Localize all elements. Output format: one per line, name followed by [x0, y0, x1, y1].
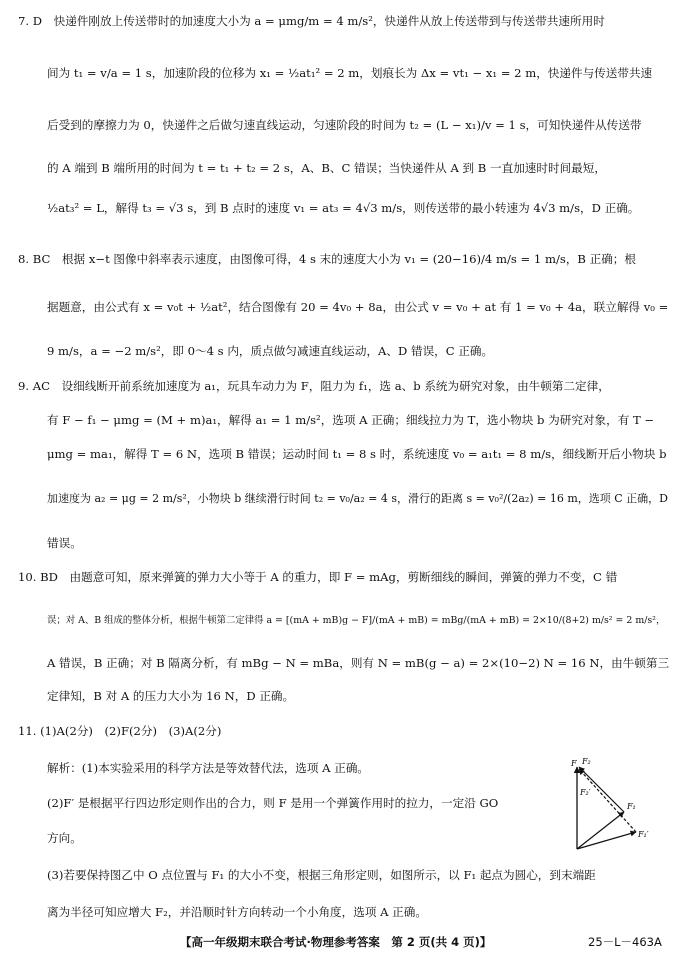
q9-line-3: μmg = ma₁，解得 T = 6 N，选项 B 错误；运动时间 t₁ = 8 s 时，系统速度 v₀ = a₁t₁ = 8 m/s，细线断开后小物块 b [47, 447, 667, 461]
force-f2-prime-line [579, 769, 636, 832]
label-f1: F₁ [627, 802, 636, 811]
q9-line-1: 9. AC 设细线断开前系统加速度为 a₁，玩具车动力为 F，阻力为 f₁，选 a、b 系统为研究对象，由牛顿第二定律， [18, 379, 610, 393]
label-f1-prime: F₁′ [638, 830, 649, 839]
force-triangle-figure [572, 757, 658, 852]
q10-line-4: 定律知，B 对 A 的压力大小为 16 N，D 正确。 [47, 689, 295, 703]
q8-line-2: 据题意，由公式有 x = v₀t + ½at²，结合图像有 20 = 4v₀ + 8a，由公式 v = v₀ + at 有 1 = v₀ + 4a，联立解得 v₀ = [47, 300, 669, 314]
q11-line-3: (2)F′ 是根据平行四边形定则作出的合力，则 F 是用一个弹簧作用时的拉力，一定沿 GO [47, 796, 499, 810]
q8-line-3: 9 m/s，a = −2 m/s²，即 0～4 s 内，质点做匀减速直线运动，A、D 错误，C 正确。 [47, 344, 494, 358]
q10-line-3: A 错误，B 正确；对 B 隔离分析，有 mBg − N = mBa，则有 N = mB(g − a) = 2×(10−2) N = 16 N，由牛顿第三 [47, 656, 670, 670]
q10-line-1: 10. BD 由题意可知，原来弹簧的弹力大小等于 A 的重力，即 F = mAg，剪断细线的瞬间，弹簧的弹力不变，C 错 [18, 570, 618, 584]
q7-line-3: 后受到的摩擦力为 0，快递件之后做匀速直线运动，匀速阶段的时间为 t₂ = (L − x₁)/v = 1 s，可知快递件从传送带 [47, 118, 642, 132]
q7-line-5: ½at₃² = L，解得 t₃ = √3 s，到 B 点时的速度 v₁ = at₃ = 4√3 m/s，则传送带的最小转速为 4√3 m/s，D 正确。 [47, 201, 640, 215]
q11-line-2: 解析：(1)本实验采用的科学方法是等效替代法，选项 A 正确。 [47, 761, 370, 775]
q9-line-2: 有 F − f₁ − μmg = (M + m)a₁，解得 a₁ = 1 m/s²，选项 A 正确；细线拉力为 T，选小物块 b 为研究对象，有 T − [47, 413, 655, 427]
force-f1-line [577, 812, 624, 849]
label-f: F [571, 759, 577, 768]
q7-line-2: 间为 t₁ = v/a = 1 s，加速阶段的位移为 x₁ = ½at₁² = 2 m，划痕长为 Δx = vt₁ − x₁ = 2 m，快递件与传送带共速 [47, 66, 653, 80]
q9-line-5: 错误。 [47, 536, 82, 550]
footer-page-info: 【高一年级期末联合考试·物理参考答案 第 2 页(共 4 页)】 [180, 935, 492, 949]
footer-code: 25－L－463A [588, 935, 662, 949]
q7-line-4: 的 A 端到 B 端所用的时间为 t = t₁ + t₂ = 2 s，A、B、C 错误；当快递件从 A 到 B 一直加速时时间最短， [47, 161, 606, 175]
q7-line-1: 7. D 快递件刚放上传送带时的加速度大小为 a = μmg/m = 4 m/s²，快递件从放上传送带到与传送带共速所用时 [18, 14, 605, 28]
label-f2: F₂ [582, 757, 591, 766]
q8-line-1: 8. BC 根据 x−t 图像中斜率表示速度，由图像可得，4 s 末的速度大小为 v₁ = (20−16)/4 m/s = 1 m/s，B 正确；根 [18, 252, 636, 266]
q11-line-4: 方向。 [47, 831, 82, 845]
q11-line-5: (3)若要保持图乙中 O 点位置与 F₁ 的大小不变，根据三角形定则，如图所示，以 F₁ 起点为圆心，到末端距 [47, 868, 596, 882]
q9-line-4: 加速度为 a₂ = μg = 2 m/s²，小物块 b 继续滑行时间 t₂ = v₀/a₂ = 4 s，滑行的距离 s = v₀²/(2a₂) = 16 m，选项 C 正确，D [47, 492, 668, 505]
q11-line-6: 离为半径可知应增大 F₂，并沿顺时针方向转动一个小角度，选项 A 正确。 [47, 905, 427, 919]
force-f1-prime-line [577, 832, 636, 849]
q11-line-1: 11. (1)A(2分) (2)F(2分) (3)A(2分) [18, 724, 222, 738]
label-f2-prime: F₂′ [580, 788, 591, 797]
q10-line-2: 误；对 A、B 组成的整体分析，根据牛顿第二定律得 a = [(mA + mB)g − F]/(mA + mB) = mBg/(mA + mB) = 2×10/(8+2) m/s² = 2 m/s²， [47, 615, 666, 626]
